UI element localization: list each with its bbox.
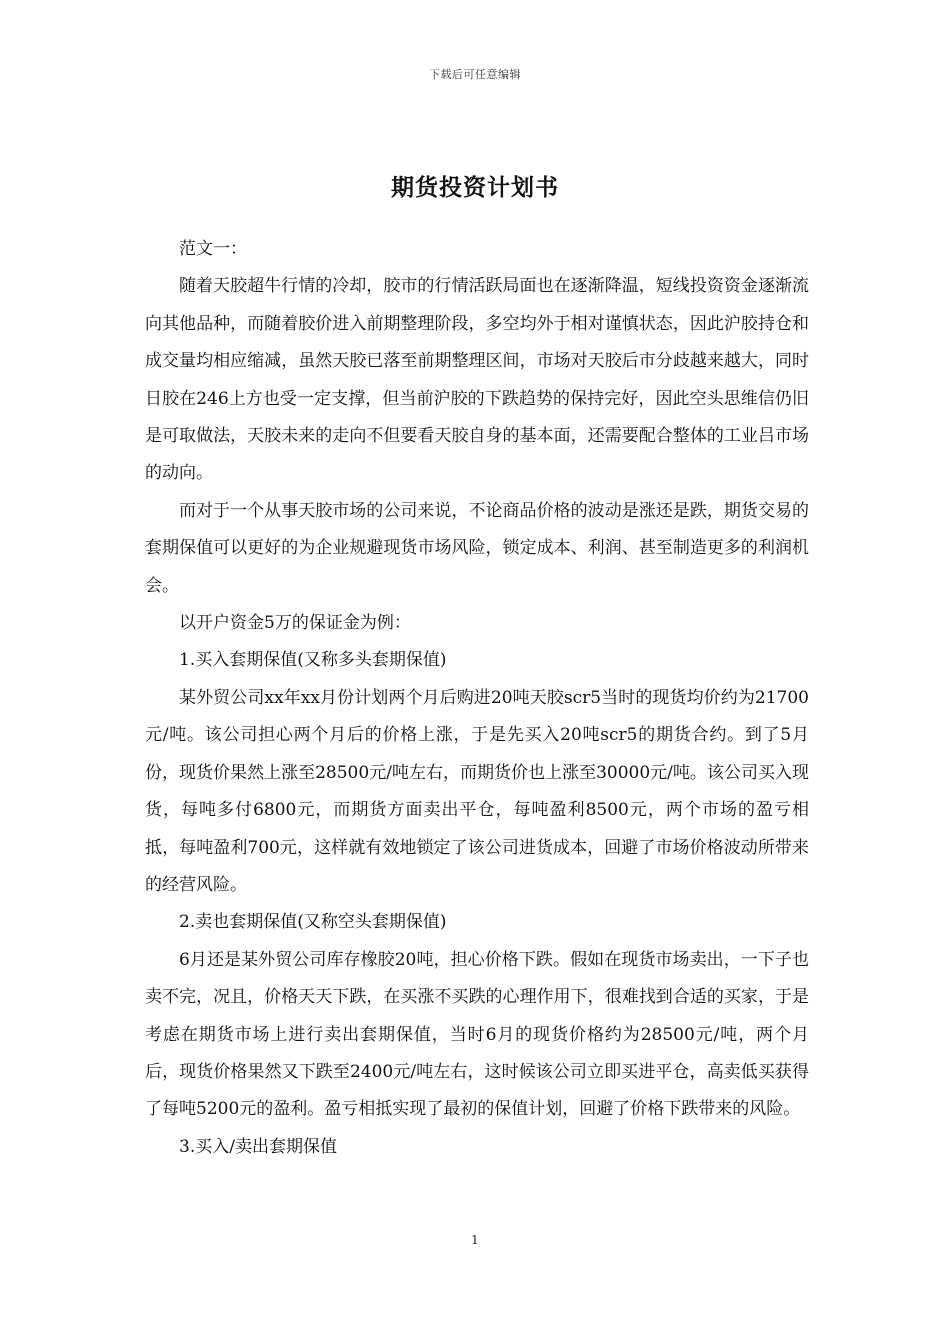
header-note: 下载后可任意编辑 [429, 68, 521, 81]
paragraph-market-overview: 随着天胶超牛行情的冷却，胶市的行情活跃局面也在逐渐降温，短线投资资金逐渐流向其他品种，而随着胶价进入前期整理阶段，多空均外于相对谨慎状态，因此沪胶持仓和成交量均相应缩减，虽然天胶已落至前期整理区间，市场对天胶后市分歧越来越大，同时日胶在246上方也受一定支撑，但当前沪胶的下跌趋势的保持完好，因此空头思维信仍旧是可取做法，天胶未来的走向不但要看天胶自身的基本面，还需要配合整体的工业吕市场的动向。 [145, 276, 809, 484]
heading-short-hedge: 2.卖也套期保值(又称空头套期保值) [179, 912, 447, 933]
document-body [145, 231, 809, 1166]
paragraph-long-hedge-example: 某外贸公司xx年xx月份计划两个月后购进20吨天胶scr5当时的现货均价约为21700元/吨。该公司担心两个月后的价格上涨，于是先买入20吨scr5的期货合约。到了5月份，现货价果然上涨至28500元/吨左右，而期货价也上涨至30000元/吨。该公司买入现货，每吨多付6800元，而期货方面卖出平仓，每吨盈利8500元，两个市场的盈亏相抵，每吨盈利700元，这样就有效地锁定了该公司进货成本，回避了市场价格波动所带来的经营风险。 [145, 687, 809, 895]
heading-long-hedge: 1.买入套期保值(又称多头套期保值) [179, 650, 447, 671]
page-number: 1 [471, 1233, 479, 1247]
paragraph-example-intro: 以开户资金5万的保证金为例： [179, 613, 411, 634]
heading-buy-sell-hedge: 3.买入/卖出套期保值 [179, 1136, 337, 1157]
paragraph-short-hedge-example: 6月还是某外贸公司库存橡胶20吨，担心价格下跌。假如在现货市场卖出，一下子也卖不完，况且，价格天天下跌，在买涨不买跌的心理作用下，很难找到合适的买家，于是考虑在期货市场上进行卖出套期保值，当时6月的现货价格约为28500元/吨，两个月后，现货价格果然又下跌至2400元/吨左右，这时候该公司立即买进平仓，高卖低买获得了每吨5200元的盈利。盈亏相抵实现了最初的保值计划，回避了价格下跌带来的风险。 [145, 949, 809, 1120]
section-label: 范文一： [179, 239, 247, 259]
paragraph-hedging-purpose: 而对于一个从事天胶市场的公司来说，不论商品价格的波动是涨还是跌，期货交易的套期保值可以更好的为企业规避现货市场风险，锁定成本、利润、甚至制造更多的利润机会。 [145, 500, 809, 596]
document-title: 期货投资计划书 [391, 174, 559, 202]
